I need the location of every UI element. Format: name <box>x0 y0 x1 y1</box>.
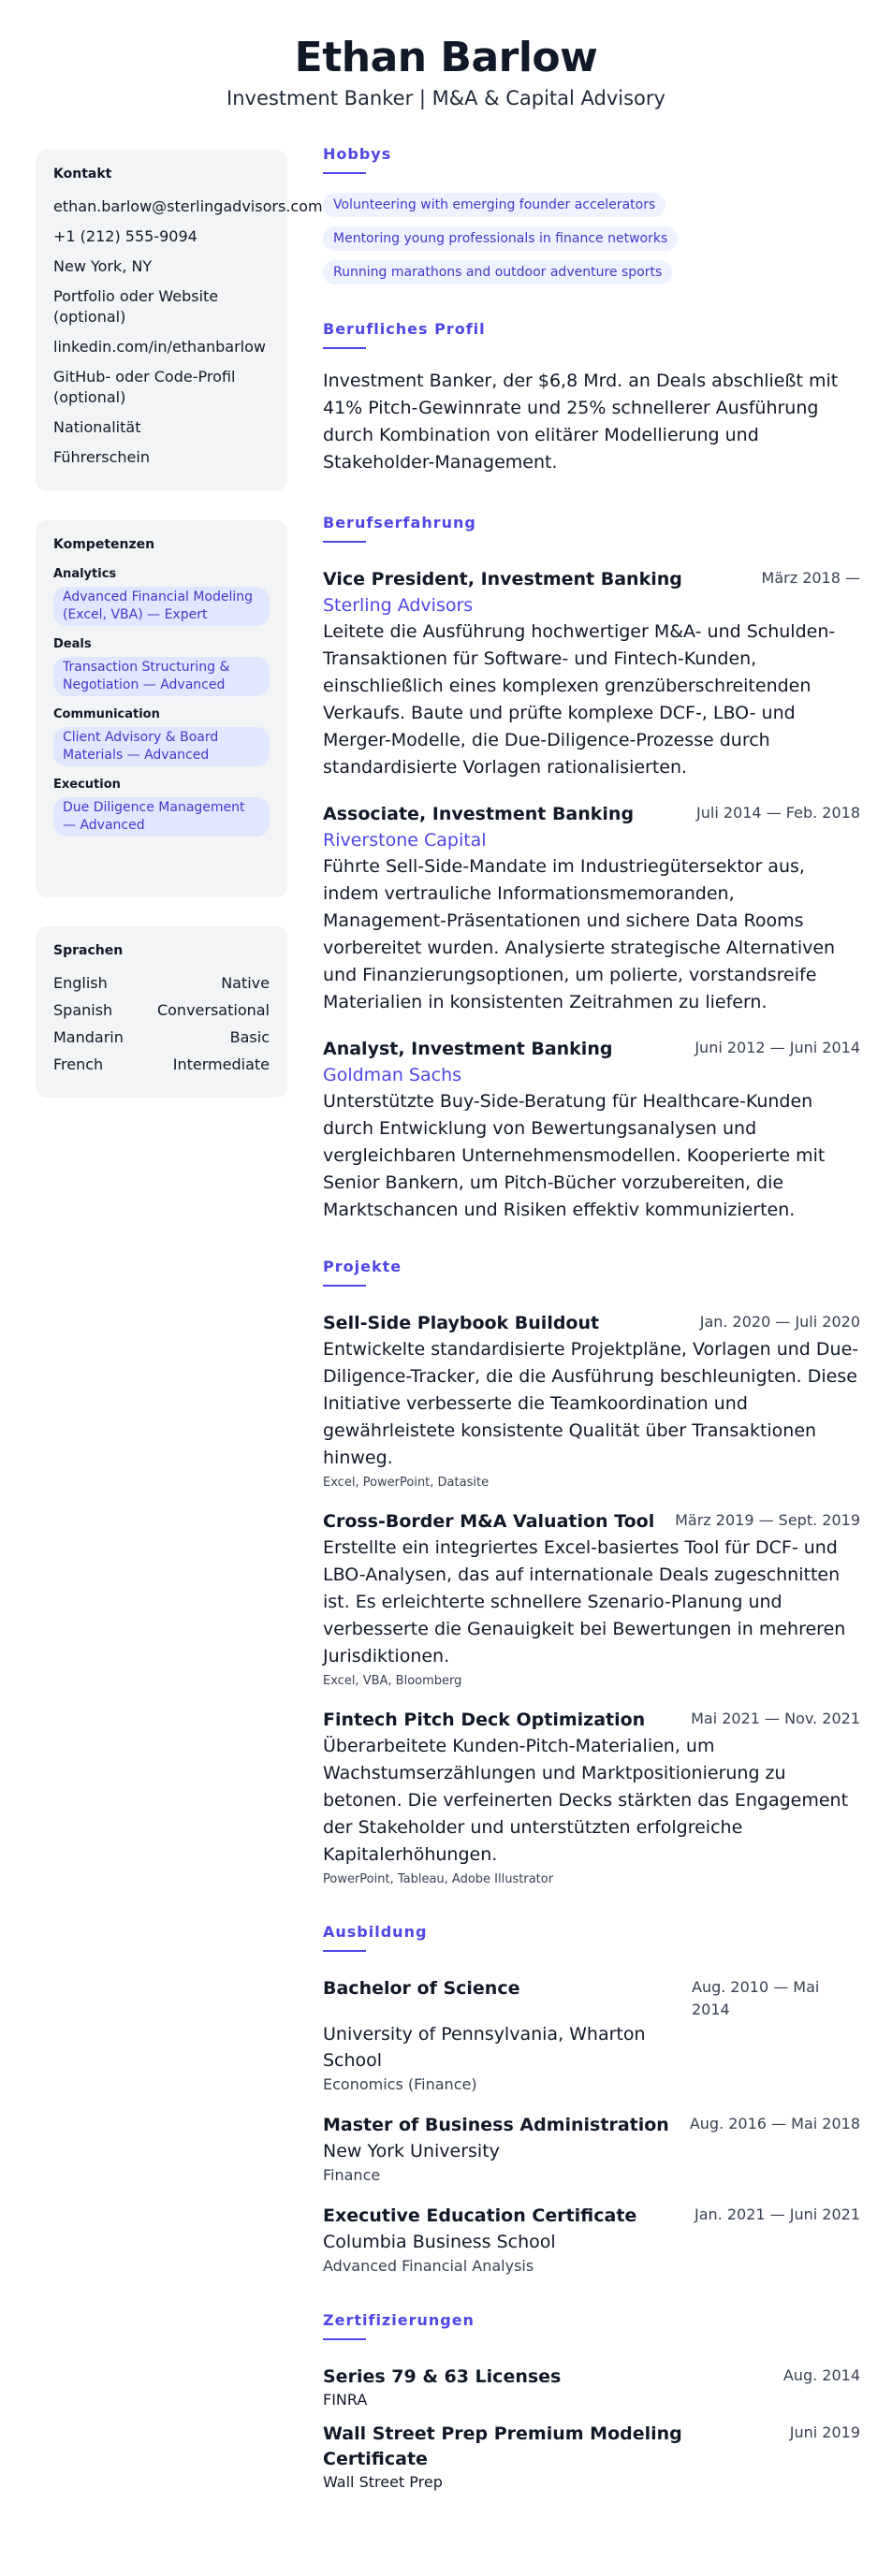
experience-entry <box>323 1037 860 1224</box>
job-date: Juli 2014 — Feb. 2018 <box>696 804 860 822</box>
job-description: Leitete die Ausführung hochwertiger M&A- und Schulden-Transaktionen für Software- und Fintech-Kunden, einschließlich eines komplexen grenzüberschreitenden Verkaufs. Baute und prüfte komplexe DCF-, LBO- und Merger-Modelle, die Due-Diligence-Prozesse durch standardisierte Vorlagen rationalisierten. <box>323 621 836 778</box>
education-date: Aug. 2016 — Mai 2018 <box>689 2115 860 2132</box>
skill-category: Deals <box>53 637 92 651</box>
education-date: Aug. 2010 — Mai 2014 <box>692 1978 820 2018</box>
certification-entry <box>323 2422 860 2493</box>
project-name: Sell-Side Playbook Buildout <box>323 1313 600 1333</box>
language-row <box>53 973 270 994</box>
school-name: Columbia Business School <box>323 2232 556 2252</box>
projects-heading: Projekte <box>323 1258 402 1275</box>
languages-title: Sprachen <box>53 943 124 958</box>
contact-portfolio[interactable]: Portfolio oder Website (optional) <box>53 287 219 326</box>
section-divider <box>323 1950 366 1952</box>
hobbies-list <box>323 193 860 294</box>
job-date: März 2018 — <box>761 569 860 587</box>
project-name: Fintech Pitch Deck Optimization <box>323 1710 646 1730</box>
education-field: Advanced Financial Analysis <box>323 2257 534 2275</box>
certification-date: Juni 2019 <box>789 2423 860 2441</box>
certifications-heading: Zertifizierungen <box>323 2311 475 2329</box>
degree-name: Executive Education Certificate <box>323 2205 637 2226</box>
language-row <box>53 1000 270 1021</box>
project-tools: Excel, VBA, Bloomberg <box>323 1674 462 1688</box>
project-date: März 2019 — Sept. 2019 <box>675 1511 860 1529</box>
contact-email[interactable]: ethan.barlow@sterlingadvisors.com <box>53 197 323 215</box>
language-level: Native <box>221 974 270 992</box>
school-name: University of Pennsylvania, Wharton School <box>323 2024 646 2071</box>
certification-issuer: FINRA <box>323 2391 368 2409</box>
profile-summary: Investment Banker, der $6,8 Mrd. an Deals abschließt mit 41% Pitch-Gewinnrate und 25% schnellerer Ausführung durch Kombination von elitärer Modellierung und Stakeholder-Management. <box>323 371 839 473</box>
skill-chip: Advanced Financial Modeling (Excel, VBA) — Expert <box>53 587 270 626</box>
contact-license: Führerschein <box>53 448 150 466</box>
profile-heading: Berufliches Profil <box>323 320 486 338</box>
hobby-chip: Mentoring young professionals in finance networks <box>323 226 678 251</box>
skill-chip: Due Diligence Management — Advanced <box>53 797 270 837</box>
certification-name: Series 79 & 63 Licenses <box>323 2366 562 2387</box>
project-description: Entwickelte standardisierte Projektpläne, Vorlagen und Due-Diligence-Tracker, die die Ausführung beschleunigten. Diese Initiative verbesserte die Teamkoordination und gewährleistete konsistente Qualität über Transaktionen hinweg. <box>323 1339 859 1468</box>
language-name: Spanish <box>53 1001 113 1019</box>
skill-chip: Transaction Structuring & Negotiation — Advanced <box>53 657 270 696</box>
job-date: Juni 2012 — Juni 2014 <box>695 1039 860 1056</box>
skill-category: Execution <box>53 778 121 792</box>
project-date: Mai 2021 — Nov. 2021 <box>691 1710 860 1727</box>
language-name: Mandarin <box>53 1028 124 1046</box>
company-name: Goldman Sachs <box>323 1065 462 1085</box>
experience-entry <box>323 567 860 781</box>
certification-name: Wall Street Prep Premium Modeling Certificate <box>323 2423 682 2469</box>
language-row <box>53 1055 270 1075</box>
main-column <box>323 145 860 2504</box>
project-name: Cross-Border M&A Valuation Tool <box>323 1511 655 1532</box>
skills-card <box>36 520 287 897</box>
project-entry <box>323 1509 860 1691</box>
project-entry <box>323 1311 860 1492</box>
project-description: Erstellte ein integriertes Excel-basiertes Tool für DCF- und LBO-Analysen, das auf internationale Deals zugeschnitten ist. Es erleichterte schnellere Szenario-Planung und verbesserte die Genauigkeit bei Bewertungen in mehreren Jurisdiktionen. <box>323 1537 846 1666</box>
contact-linkedin[interactable]: linkedin.com/in/ethanbarlow <box>53 338 266 356</box>
education-field: Economics (Finance) <box>323 2075 477 2093</box>
education-date: Jan. 2021 — Juni 2021 <box>695 2205 860 2223</box>
degree-name: Bachelor of Science <box>323 1978 520 1999</box>
contact-phone[interactable]: +1 (212) 555-9094 <box>53 227 197 245</box>
candidate-name: Ethan Barlow <box>294 34 598 81</box>
job-description: Führte Sell-Side-Mandate im Industriegütersektor aus, indem vertrauliche Informationsmemoranden, Management-Präsentationen und sichere Data Rooms vorbereitet wurden. Analysierte strategische Alternativen und Finanzierungsoptionen, um polierte, vorstandsreife Materialien in konsistenten Zeitrahmen zu liefern. <box>323 856 836 1012</box>
section-divider <box>323 1285 366 1287</box>
language-row <box>53 1027 270 1048</box>
contact-nationality: Nationalität <box>53 418 141 436</box>
hobby-chip: Running marathons and outdoor adventure sports <box>323 260 672 284</box>
job-description: Unterstützte Buy-Side-Beratung für Healthcare-Kunden durch Entwicklung von Bewertungsanalysen und vergleichbaren Unternehmensmodellen. Kooperierte mit Senior Bankern, um Pitch-Bücher vorzubereiten, die Marktschancen und Risiken effektiv kommunizierten. <box>323 1091 826 1220</box>
section-divider <box>323 541 366 543</box>
skill-category: Analytics <box>53 567 117 581</box>
project-tools: Excel, PowerPoint, Datasite <box>323 1476 490 1490</box>
skill-group <box>53 707 270 766</box>
sidebar <box>36 150 323 1127</box>
experience-entry <box>323 802 860 1016</box>
project-description: Überarbeitete Kunden-Pitch-Materialien, um Wachstumserzählungen und Marktpositionierung zu betonen. Die verfeinerten Decks stärkten das Engagement der Stakeholder und unterstützten erfolgreiche Kapitalerhöhungen. <box>323 1736 849 1865</box>
skills-title: Kompetenzen <box>53 537 155 552</box>
job-title: Vice President, Investment Banking <box>323 569 682 589</box>
language-name: French <box>53 1055 104 1073</box>
language-level: Intermediate <box>172 1055 270 1073</box>
language-name: English <box>53 974 108 992</box>
education-entry <box>323 2204 860 2278</box>
language-level: Conversational <box>156 1001 270 1019</box>
school-name: New York University <box>323 2141 500 2161</box>
hobbies-heading: Hobbys <box>323 145 392 163</box>
education-field: Finance <box>323 2166 381 2184</box>
certification-date: Aug. 2014 <box>782 2366 860 2384</box>
company-name: Sterling Advisors <box>323 595 474 616</box>
contact-location: New York, NY <box>53 257 153 275</box>
job-title: Associate, Investment Banking <box>323 804 635 824</box>
skill-category: Communication <box>53 707 160 721</box>
resume-header <box>0 32 892 112</box>
degree-name: Master of Business Administration <box>323 2115 669 2135</box>
contact-card <box>36 150 323 491</box>
project-entry <box>323 1708 860 1889</box>
section-divider <box>323 2338 366 2340</box>
project-date: Jan. 2020 — Juli 2020 <box>699 1313 860 1331</box>
job-title: Analyst, Investment Banking <box>323 1039 613 1059</box>
contact-title: Kontakt <box>53 167 112 182</box>
section-divider <box>323 172 366 174</box>
skill-chip: Client Advisory & Board Materials — Advanced <box>53 727 270 766</box>
certification-entry <box>323 2365 860 2410</box>
education-entry <box>323 2113 860 2187</box>
experience-heading: Berufserfahrung <box>323 514 476 531</box>
language-level: Basic <box>229 1028 270 1046</box>
company-name: Riverstone Capital <box>323 830 487 851</box>
education-entry <box>323 1976 860 2096</box>
hobby-chip: Volunteering with emerging founder accelerators <box>323 193 665 217</box>
certification-issuer: Wall Street Prep <box>323 2473 443 2491</box>
languages-card <box>36 926 287 1098</box>
education-heading: Ausbildung <box>323 1923 428 1941</box>
skill-group <box>53 567 270 626</box>
candidate-subtitle: Investment Banker | M&A & Capital Advisory <box>227 87 665 109</box>
section-divider <box>323 347 366 349</box>
skill-group <box>53 637 270 696</box>
skill-group <box>53 778 270 837</box>
contact-github[interactable]: GitHub- oder Code-Profil (optional) <box>53 368 236 406</box>
project-tools: PowerPoint, Tableau, Adobe Illustrator <box>323 1872 554 1886</box>
